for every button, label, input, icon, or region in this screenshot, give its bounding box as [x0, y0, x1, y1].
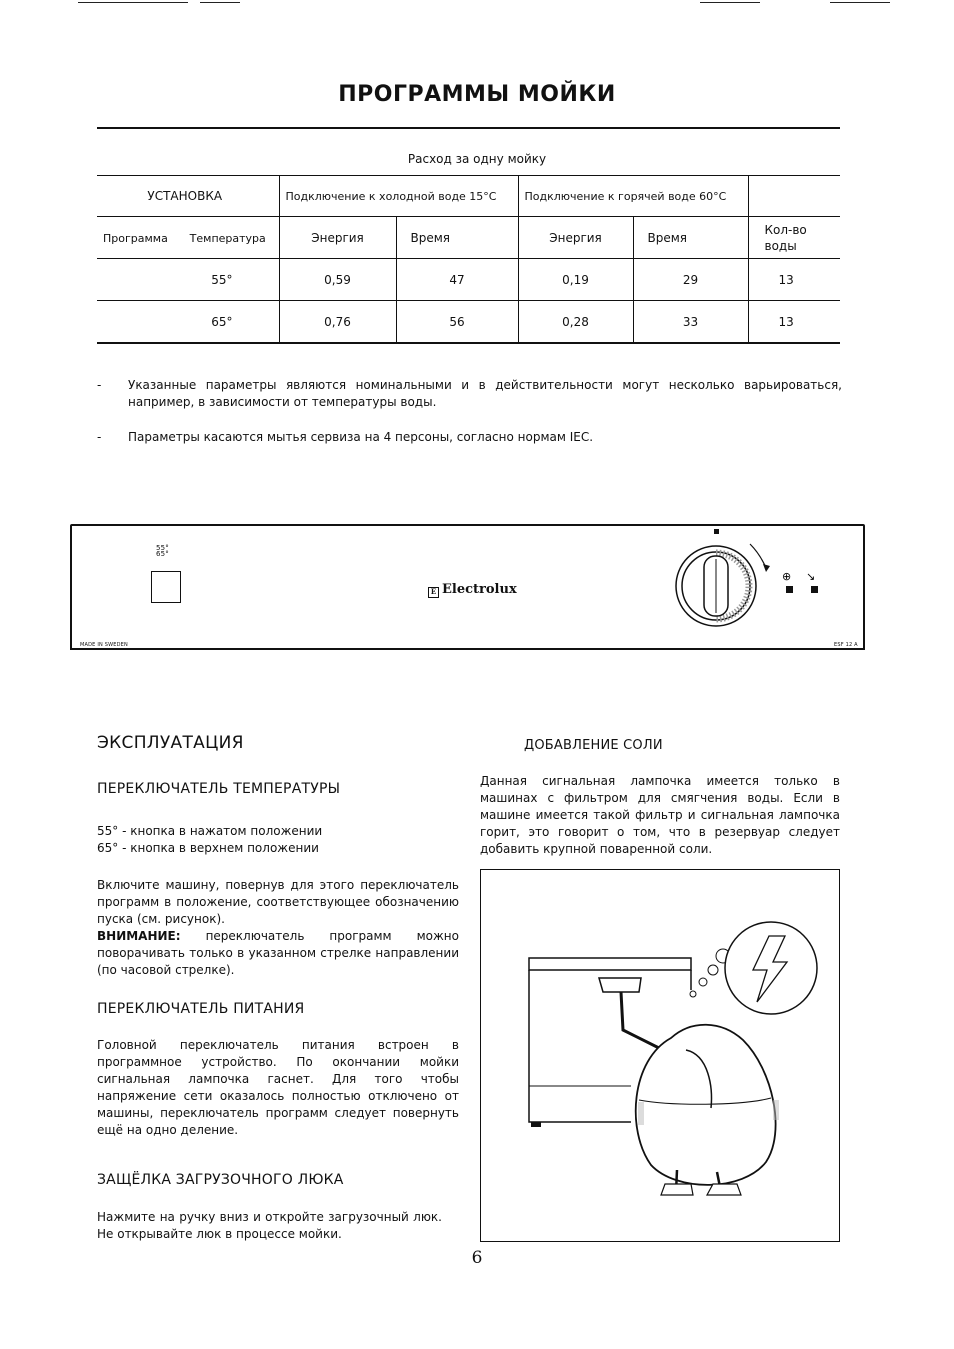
- col-hot-time: Время: [633, 217, 748, 259]
- note-text: Указанные параметры являются номинальными и в действительности могут несколько варьироваться, например, в зависимости от температуры воды.: [128, 378, 842, 409]
- salt-illustration-frame: [480, 869, 840, 1242]
- cell-hot-time: 29: [633, 259, 748, 301]
- temp-line-65: 65° - кнопка в верхнем положении: [97, 841, 319, 855]
- table-row: [97, 259, 840, 301]
- cell-cold-energy: 0,76: [279, 301, 396, 344]
- temperature-lines: [97, 823, 459, 857]
- made-in-label: MADE IN SWEDEN: [80, 642, 128, 648]
- warning-text: переключатель программ можно поворачивать только в указанном стрелке направлении (по часовой стрелке).: [97, 929, 459, 977]
- model-label: ESF 12 A: [834, 642, 858, 648]
- electrolux-logo-icon: E: [428, 587, 439, 598]
- brand-logo: E Electrolux: [428, 582, 517, 598]
- temperature-button[interactable]: [151, 571, 181, 603]
- header-empty: [748, 176, 840, 217]
- page-title: ПРОГРАММЫ МОЙКИ: [338, 82, 616, 107]
- header-hot-water: Подключение к горячей воде 60°С: [518, 176, 748, 217]
- salt-indicator-lamp: [786, 586, 793, 593]
- program-knob-group: [664, 526, 844, 644]
- note-bullet: -: [97, 378, 102, 392]
- door-latch-text: Нажмите на ручку вниз и откройте загрузочный люк. Не открывайте люк в процессе мойки.: [97, 1210, 442, 1241]
- temp-label-65: 65°: [156, 550, 170, 558]
- subheading-temperature-switch: ПЕРЕКЛЮЧАТЕЛЬ ТЕМПЕРАТУРЫ: [97, 781, 341, 797]
- title-rule: [97, 127, 840, 129]
- power-switch-text: Головной переключатель питания встроен в программное устройство. По окончании мойки сигнальная лампочка гаснет. Для того чтобы напряжение сети оказалось полностью отключено от машины, переключатель программ следует повернуть ещё на одно деление.: [97, 1038, 459, 1137]
- start-text: Включите машину, повернув для этого переключатель программ в положение, соответствующее обозначению пуска (см. рисунок).: [97, 878, 459, 926]
- salt-lamp-icon: ⊕: [782, 570, 792, 583]
- cell-cold-time: 47: [396, 259, 518, 301]
- header-cold-water: Подключение к холодной воде 15°С: [279, 176, 518, 217]
- col-cold-time: Время: [396, 217, 518, 259]
- scan-artifact-line: [200, 2, 240, 3]
- temp-selector-labels: [156, 545, 169, 557]
- start-instruction: [97, 877, 459, 979]
- power-lamp-icon: ↘: [806, 570, 816, 583]
- cell-temperature: 65°: [97, 301, 279, 344]
- cell-hot-energy: 0,19: [518, 259, 633, 301]
- cell-hot-energy: 0,28: [518, 301, 633, 344]
- salt-character-illustration: [481, 870, 838, 1240]
- col-cold-energy: Энергия: [279, 217, 396, 259]
- warning-label: ВНИМАНИЕ:: [97, 929, 181, 943]
- col-program: Программа: [103, 231, 168, 245]
- col-hot-energy: Энергия: [518, 217, 633, 259]
- header-program-temperature: [97, 217, 279, 259]
- note-text: Параметры касаются мытья сервиза на 4 персоны, согласно нормам IEC.: [128, 430, 594, 444]
- note-bullet: -: [97, 430, 102, 444]
- cell-cold-time: 56: [396, 301, 518, 344]
- temp-line-55: 55° - кнопка в нажатом положении: [97, 824, 323, 838]
- add-salt-text: Данная сигнальная лампочка имеется только в машинах с фильтром для смягчения воды. Если в машине имеется такой фильтр и сигнальная лампочка горит, это говорит о том, что в резервуар следует добавить крупной поваренной соли.: [480, 774, 840, 856]
- power-indicator-lamp: [811, 586, 818, 593]
- note-item: [97, 429, 842, 446]
- cell-temperature: 55°: [97, 259, 279, 301]
- program-table: [97, 175, 840, 344]
- scan-artifact-line: [700, 2, 760, 3]
- scan-artifact-line: [830, 2, 890, 3]
- header-setting: УСТАНОВКА: [97, 176, 279, 217]
- note-item: [97, 377, 842, 411]
- arrow-head-icon: [763, 564, 770, 572]
- page-number: 6: [471, 1248, 483, 1268]
- table-row: [97, 301, 840, 344]
- subheading-add-salt: ДОБАВЛЕНИЕ СОЛИ: [524, 738, 663, 753]
- table-caption: Расход за одну мойку: [407, 152, 547, 166]
- col-temperature: Температура: [189, 231, 266, 245]
- cell-water: 13: [748, 259, 840, 301]
- subheading-door-latch: ЗАЩЁЛКА ЗАГРУЗОЧНОГО ЛЮКА: [97, 1172, 344, 1188]
- subheading-power-switch: ПЕРЕКЛЮЧАТЕЛЬ ПИТАНИЯ: [97, 1001, 305, 1017]
- cell-water: 13: [748, 301, 840, 344]
- cell-hot-time: 33: [633, 301, 748, 344]
- panel-base-line: [70, 648, 865, 650]
- section-heading-operation: ЭКСПЛУАТАЦИЯ: [97, 733, 244, 753]
- scan-artifact-line: [78, 2, 188, 3]
- cell-cold-energy: 0,59: [279, 259, 396, 301]
- temp-label-55: 55°: [156, 544, 170, 552]
- start-indicator-mark: [714, 529, 719, 534]
- col-water: Кол-во воды: [748, 217, 840, 259]
